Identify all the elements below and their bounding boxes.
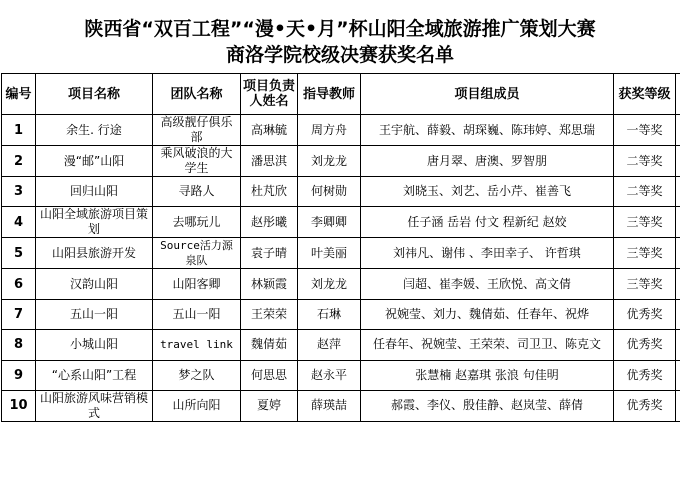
cell-teacher: 石琳 [298, 299, 361, 329]
cell-award: 二等奖 [614, 146, 676, 177]
award-table [1, 73, 680, 422]
cell-team: 山所向阳 [153, 390, 241, 421]
cell-award: 三等奖 [614, 238, 676, 269]
cell-team: 梦之队 [153, 360, 241, 390]
cell-teacher: 薛瑛喆 [298, 390, 361, 421]
cell-award: 优秀奖 [614, 299, 676, 329]
cell-members: 任春年、祝婉莹、王荣荣、司卫卫、陈克文 [361, 330, 614, 360]
header-teacher: 指导教师 [298, 74, 361, 115]
cell-extra [676, 390, 680, 421]
cell-award: 优秀奖 [614, 360, 676, 390]
header-project: 项目名称 [36, 74, 153, 115]
cell-award: 二等奖 [614, 177, 676, 207]
cell-leader: 魏倩茹 [241, 330, 298, 360]
table-row [2, 299, 680, 329]
cell-teacher: 刘龙龙 [298, 269, 361, 299]
cell-award: 优秀奖 [614, 330, 676, 360]
page-title: 陕西省“双百工程”“漫•天•月”杯山阳全域旅游推广策划大赛 [84, 18, 596, 40]
table-row [2, 177, 680, 207]
cell-team: 去哪玩儿 [153, 207, 241, 238]
cell-extra [676, 146, 680, 177]
header-award: 获奖等级 [614, 74, 676, 115]
cell-teacher: 赵萍 [298, 330, 361, 360]
cell-teacher: 李卿卿 [298, 207, 361, 238]
cell-team: 五山一阳 [153, 299, 241, 329]
cell-leader: 林颖霞 [241, 269, 298, 299]
header-team: 团队名称 [153, 74, 241, 115]
cell-members: 刘祎凡、谢伟 、李田幸子、 许哲琪 [361, 238, 614, 269]
cell-project: “心系山阳”工程 [36, 360, 153, 390]
cell-leader: 高琳毓 [241, 115, 298, 146]
cell-award: 优秀奖 [614, 390, 676, 421]
cell-teacher: 何树勋 [298, 177, 361, 207]
cell-teacher: 周方舟 [298, 115, 361, 146]
cell-leader: 王荣荣 [241, 299, 298, 329]
cell-team: 高级靓仔俱乐部 [153, 115, 241, 146]
cell-members: 张慧楠 赵嘉琪 张浪 句佳明 [361, 360, 614, 390]
cell-no: 5 [2, 238, 36, 269]
cell-members: 祝婉莹、刘力、魏倩茹、任春年、祝烨 [361, 299, 614, 329]
cell-no: 4 [2, 207, 36, 238]
cell-no: 6 [2, 269, 36, 299]
cell-project: 回归山阳 [36, 177, 153, 207]
cell-leader: 杜芃欣 [241, 177, 298, 207]
table-row [2, 269, 680, 299]
cell-award: 三等奖 [614, 269, 676, 299]
cell-award: 三等奖 [614, 207, 676, 238]
page-subtitle: 商洛学院校级决赛获奖名单 [225, 44, 454, 66]
header-no: 编号 [2, 74, 36, 115]
header-leader: 项目负责人姓名 [241, 74, 298, 115]
cell-members: 郝霞、李仪、殷佳静、赵岚莹、薛倩 [361, 390, 614, 421]
cell-team: 乘风破浪的大学生 [153, 146, 241, 177]
cell-project: 余生. 行途 [36, 115, 153, 146]
cell-extra [676, 238, 680, 269]
cell-teacher: 刘龙龙 [298, 146, 361, 177]
header-row [2, 74, 680, 115]
cell-project: 汉韵山阳 [36, 269, 153, 299]
table-row [2, 115, 680, 146]
cell-leader: 潘思淇 [241, 146, 298, 177]
cell-project: 山阳旅游风味营销模式 [36, 390, 153, 421]
cell-members: 唐月翠、唐澳、罗智朋 [361, 146, 614, 177]
table-row [2, 146, 680, 177]
cell-project: 山阳县旅游开发 [36, 238, 153, 269]
header-extra [676, 74, 680, 115]
cell-project: 漫“邮”山阳 [36, 146, 153, 177]
cell-extra [676, 330, 680, 360]
header-members: 项目组成员 [361, 74, 614, 115]
cell-leader: 袁子晴 [241, 238, 298, 269]
cell-leader: 何思思 [241, 360, 298, 390]
cell-no: 8 [2, 330, 36, 360]
cell-project: 山阳全域旅游项目策划 [36, 207, 153, 238]
cell-extra [676, 115, 680, 146]
cell-extra [676, 269, 680, 299]
cell-team: Source活力源泉队 [153, 238, 241, 269]
cell-award: 一等奖 [614, 115, 676, 146]
cell-no: 7 [2, 299, 36, 329]
cell-no: 9 [2, 360, 36, 390]
cell-leader: 赵彤曦 [241, 207, 298, 238]
cell-teacher: 叶美丽 [298, 238, 361, 269]
cell-no: 2 [2, 146, 36, 177]
cell-no: 1 [2, 115, 36, 146]
cell-team: travel link [153, 330, 241, 360]
cell-members: 闫超、崔李媛、王欣悦、高文倩 [361, 269, 614, 299]
cell-members: 刘晓玉、刘艺、岳小芹、崔善飞 [361, 177, 614, 207]
cell-extra [676, 299, 680, 329]
cell-no: 3 [2, 177, 36, 207]
table-row [2, 207, 680, 238]
cell-members: 王宇航、薛毅、胡琛巍、陈玮婷、郑思瑞 [361, 115, 614, 146]
cell-leader: 夏婷 [241, 390, 298, 421]
cell-teacher: 赵永平 [298, 360, 361, 390]
cell-team: 寻路人 [153, 177, 241, 207]
cell-extra [676, 360, 680, 390]
cell-project: 小城山阳 [36, 330, 153, 360]
table-row [2, 330, 680, 360]
cell-members: 任子涵 岳岩 付文 程新纪 赵姣 [361, 207, 614, 238]
table-row [2, 390, 680, 421]
cell-team: 山阳客卿 [153, 269, 241, 299]
cell-extra [676, 177, 680, 207]
table-row [2, 238, 680, 269]
cell-project: 五山一阳 [36, 299, 153, 329]
cell-extra [676, 207, 680, 238]
table-row [2, 360, 680, 390]
cell-no: 10 [2, 390, 36, 421]
